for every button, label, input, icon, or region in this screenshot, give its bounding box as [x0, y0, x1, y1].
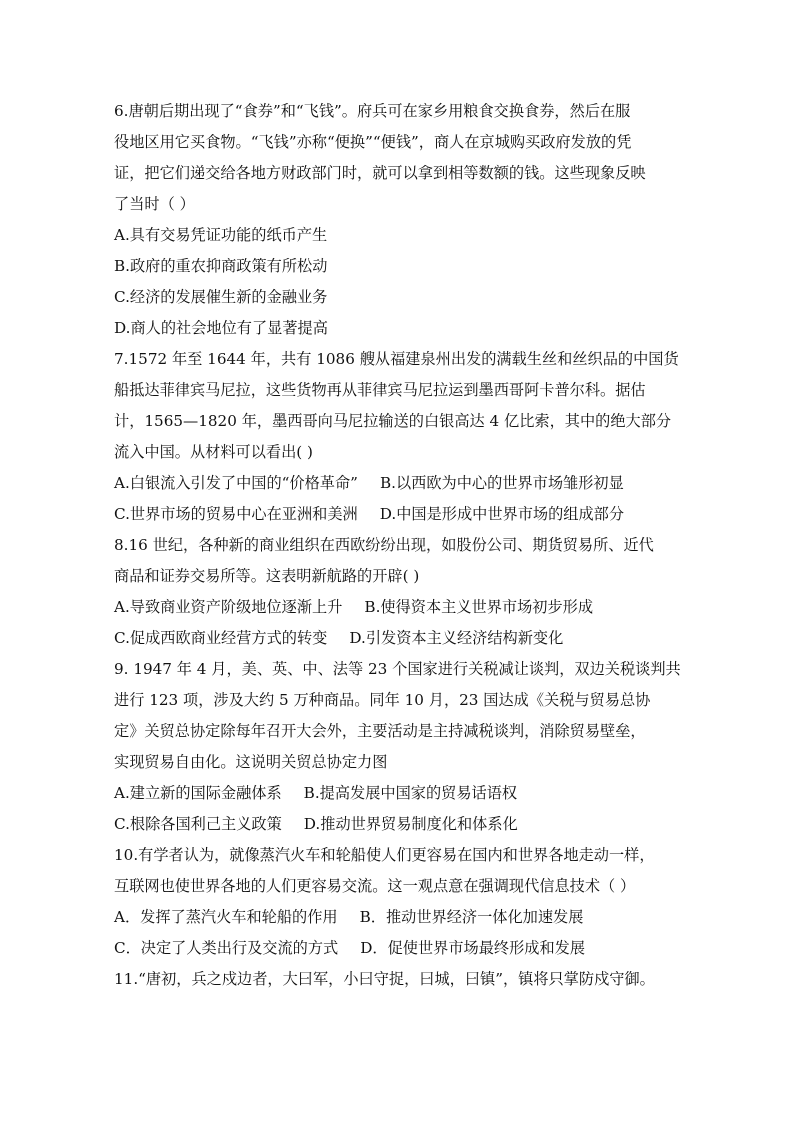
question-11-stem-line: 11.“唐初，兵之戍边者，大曰军，小曰守捉，曰城，曰镇”，镇将只掌防戍守御。 [114, 970, 655, 988]
question-8-option-b: B.使得资本主义世界市场初步形成 [364, 598, 594, 616]
question-7 [114, 344, 684, 530]
question-10-options-row [114, 933, 684, 964]
question-7-stem-line: 流入中国。从材料可以看出( ) [114, 443, 313, 461]
question-9-stem-line: 进行 123 项，涉及大约 5 万种商品。同年 10 月，23 国达成《关税与贸易总协 [114, 691, 651, 709]
question-7-option-c: C.世界市场的贸易中心在亚洲和美洲 [114, 505, 358, 523]
question-6-option-c: C.经济的发展催生新的金融业务 [114, 288, 328, 306]
question-6-option-b: B.政府的重农抑商政策有所松动 [114, 257, 328, 275]
question-9-stem-line: 定》关贸总协定除每年召开大会外，主要活动是主持减税谈判，消除贸易壁垒， [114, 722, 646, 740]
question-10-options-row [114, 902, 684, 933]
question-10 [114, 840, 684, 964]
question-10-option-d: D．促使世界市场最终形成和发展 [360, 939, 586, 957]
question-6 [114, 96, 684, 344]
question-6-option-a: A.具有交易凭证功能的纸币产生 [114, 226, 328, 244]
question-10-stem-line: 互联网也使世界各地的人们更容易交流。这一观点意在强调现代信息技术（ ） [114, 877, 636, 895]
question-9-options-row [114, 778, 684, 809]
question-9-option-b: B.提高发展中国家的贸易话语权 [303, 784, 518, 802]
question-8-option-d: D.引发资本主义经济结构新变化 [349, 629, 564, 647]
question-8-stem-line: 8.16 世纪，各种新的商业组织在西欧纷纷出现，如股份公司、期货贸易所、近代 [114, 536, 654, 554]
question-9-option-c: C.根除各国利己主义政策 [114, 815, 282, 833]
question-9-option-a: A.建立新的国际金融体系 [114, 784, 282, 802]
question-8-options-row [114, 592, 684, 623]
question-7-option-b: B.以西欧为中心的世界市场雏形初显 [379, 474, 624, 492]
question-6-stem-line: 了当时（ ） [114, 195, 195, 213]
question-9-stem-line: 9. 1947 年 4 月，美、英、中、法等 23 个国家进行关税减让谈判，双边关税谈判共 [114, 660, 681, 678]
question-9-options-row [114, 809, 684, 840]
question-7-stem-line: 7.1572 年至 1644 年，共有 1086 艘从福建泉州出发的满载生丝和丝织品的中国货 [114, 350, 679, 368]
question-10-stem-line: 10.有学者认为，就像蒸汽火车和轮船使人们更容易在国内和世界各地走动一样， [114, 846, 655, 864]
exam-page [114, 96, 684, 995]
question-7-option-d: D.中国是形成中世界市场的组成部分 [379, 505, 625, 523]
question-8-options-row [114, 623, 684, 654]
question-11 [114, 964, 684, 995]
question-8-stem-line: 商品和证券交易所等。这表明新航路的开辟( ) [114, 567, 420, 585]
question-9-option-d: D.推动世界贸易制度化和体系化 [303, 815, 518, 833]
question-10-option-a: A．发挥了蒸汽火车和轮船的作用 [114, 908, 338, 926]
question-8-option-c: C.促成西欧商业经营方式的转变 [114, 629, 328, 647]
question-6-stem-line: 6.唐朝后期出现了“食券”和“飞钱”。府兵可在家乡用粮食交换食券，然后在服 [114, 102, 631, 120]
question-8-option-a: A.导致商业资产阶级地位逐渐上升 [114, 598, 343, 616]
question-7-options-row [114, 468, 684, 499]
question-7-options-row [114, 499, 684, 530]
question-7-stem-line: 船抵达菲律宾马尼拉，这些货物再从菲律宾马尼拉运到墨西哥阿卡普尔科。据估 [114, 381, 646, 399]
question-7-option-a: A.白银流入引发了中国的“价格革命” [114, 474, 358, 492]
question-7-stem-line: 计，1565—1820 年，墨西哥向马尼拉输送的白银高达 4 亿比索，其中的绝大部分 [114, 412, 672, 430]
question-6-stem-line: 证，把它们递交给各地方财政部门时，就可以拿到相等数额的钱。这些现象反映 [114, 164, 646, 182]
question-9-stem-line: 实现贸易自由化。这说明关贸总协定力图 [114, 753, 388, 771]
question-6-stem-line: 役地区用它买食物。“飞钱”亦称“便换”“便钱”，商人在京城购买政府发放的凭 [114, 133, 632, 151]
question-8 [114, 530, 684, 654]
question-9 [114, 654, 684, 840]
question-6-option-d: D.商人的社会地位有了显著提高 [114, 319, 328, 337]
question-10-option-b: B．推动世界经济一体化加速发展 [359, 908, 584, 926]
question-10-option-c: C．决定了人类出行及交流的方式 [114, 939, 339, 957]
